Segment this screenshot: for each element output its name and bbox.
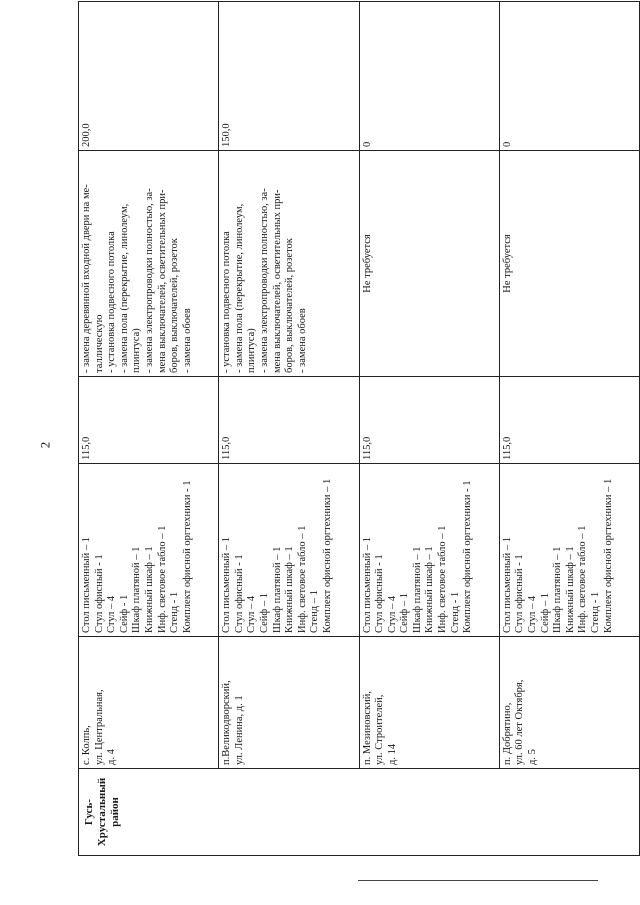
table-row [499, 2, 639, 856]
address-cell: п. Мезиновский, ул. Строителей, д. 14 [359, 637, 499, 769]
cost-cell: 0 [359, 2, 499, 151]
cost-cell: 0 [499, 2, 639, 151]
furniture-cell: Стол письменный – 1 Стул офисный - 1 Стул – 4 Сейф – 1 Шкаф платяной – 1 Книжный шкаф – 1 Инф. световое табло – 1 Стенд - 1 Комплект офисной оргтехники - 1 [359, 464, 499, 637]
footer-rule [358, 880, 598, 881]
address-cell: п.Великодворский, ул. Ленина, д. 1 [219, 637, 359, 769]
furniture-cell: Стол письменный – 1 Стул офисный - 1 Стул – 4 Сейф – 1 Шкаф платяной – 1 Книжный шкаф – 1 Инф. световое табло – 1 Стенд – 1 Комплект офисной оргтехники – 1 [219, 464, 359, 637]
area-cell: 115,0 [359, 377, 499, 464]
premises-table [78, 1, 640, 856]
page-number: 2 [37, 441, 53, 449]
table-row [219, 2, 359, 856]
works-cell: - установка подвесного потолка - замена пола (перекрытие, линолеум, плинтуса) - замена электропроводки полностью, за- мена выключателей, осветительных при- боров, выключателей, розеток - замена обоев [219, 151, 359, 377]
cost-cell: 150,0 [219, 2, 359, 151]
cost-cell: 200,0 [79, 2, 219, 151]
table-row [79, 2, 219, 856]
furniture-cell: Стол письменный – 1 Стул офисный - 1 Стул – 4 Сейф - 1 Шкаф платяной – 1 Книжный шкаф – 1 Инф. световое табло – 1 Стенд - 1 Комплект офисной оргтехники - 1 [79, 464, 219, 637]
address-cell: п. Добрятино, ул. 60 лет Октября, д. 5 [499, 637, 639, 769]
area-cell: 115,0 [499, 377, 639, 464]
furniture-cell: Стол письменный – 1 Стул офисный - 1 Стул – 4 Сейф – 1 Шкаф платяной – 1 Книжный шкаф – 1 Инф. световое табло – 1 Стенд - 1 Комплект офисной оргтехники – 1 [499, 464, 639, 637]
works-cell: Не требуется [499, 151, 639, 377]
district-cell: Гусь-Хрустальный район [79, 769, 640, 856]
area-cell: 115,0 [219, 377, 359, 464]
works-cell: - замена деревянной входной двери на ме- таллическую - установка подвесного потолка - замена пола (перекрытие, линолеум, плинтуса) - замена электропроводки полностью, за- мена выключателей, осветительных при- боров, выключателей, розеток - замена обоев [79, 151, 219, 377]
area-cell: 115,0 [79, 377, 219, 464]
rotated-table-container [78, 44, 640, 856]
table-row [359, 2, 499, 856]
works-cell: Не требуется [359, 151, 499, 377]
address-cell: с. Колпь, ул. Центральная, д. 4 [79, 637, 219, 769]
